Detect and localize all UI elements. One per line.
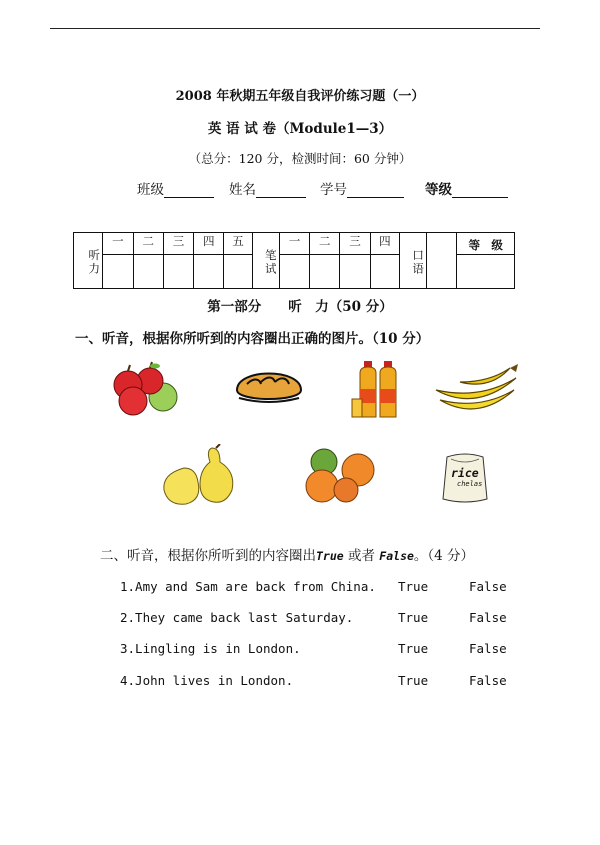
score-cell[interactable] [194, 255, 224, 289]
class-blank[interactable] [164, 183, 214, 198]
pears-picture[interactable] [160, 444, 244, 510]
oranges-picture[interactable] [296, 444, 382, 506]
statement-3: 3.Lingling is in London. [120, 641, 301, 656]
score-cell[interactable] [224, 255, 252, 289]
rice-bag-text: rice [451, 466, 479, 480]
statement-1: 1.Amy and Sam are back from China. [120, 579, 376, 594]
score-cell[interactable] [370, 255, 399, 289]
score-cell[interactable] [133, 255, 163, 289]
written-col-4: 四 [370, 233, 399, 255]
oral-score-cell[interactable] [427, 233, 457, 289]
written-label: 笔试 [252, 233, 279, 289]
true-option-1[interactable]: True [398, 579, 429, 594]
written-col-3: 三 [340, 233, 370, 255]
number-blank[interactable] [347, 183, 404, 198]
q2-prefix: 二、听音，根据你所听到的内容圈出 [100, 548, 316, 564]
listening-col-5: 五 [224, 233, 252, 255]
false-option-3[interactable]: False [469, 641, 507, 656]
false-option-4[interactable]: False [469, 673, 507, 688]
true-option-2[interactable]: True [398, 610, 429, 625]
score-cell[interactable] [103, 255, 133, 289]
grade-blank[interactable] [452, 183, 508, 198]
orange [334, 478, 358, 502]
name-blank[interactable] [256, 183, 306, 198]
banana-stem [510, 364, 518, 372]
listening-label: 听力 [74, 233, 103, 289]
juice-picture[interactable] [348, 353, 406, 421]
part1-title: 第一部分 听 力（50 分） [207, 299, 393, 315]
exam-subtitle: 英 语 试 卷（Module1—3） [207, 121, 393, 137]
name-field [229, 178, 306, 198]
oral-label: 口语 [399, 233, 426, 289]
grade-field [425, 178, 508, 198]
rice-bag-subtext: chelas [457, 480, 483, 488]
rice-picture[interactable] [441, 451, 489, 505]
number-field [320, 178, 404, 198]
juice-box [352, 399, 362, 417]
pear [164, 468, 199, 504]
apple-leaf [150, 364, 160, 369]
pear-stem [216, 444, 220, 448]
score-cell[interactable] [279, 255, 309, 289]
bread-picture[interactable] [231, 360, 307, 408]
red-apple [119, 387, 147, 415]
statement-4: 4.John lives in London. [120, 673, 294, 688]
score-table [73, 232, 515, 289]
q2-true-word: True [316, 549, 344, 563]
false-option-2[interactable]: False [469, 610, 507, 625]
listening-col-2: 二 [133, 233, 163, 255]
pear [200, 448, 233, 502]
orange [306, 470, 338, 502]
q2-false-word: False [379, 549, 414, 563]
question1-instruction: 一、听音，根据你所听到的内容圈出正确的图片。（10 分） [75, 331, 430, 347]
q2-middle: 或者 [348, 548, 375, 564]
grade-label: 等级 [425, 182, 452, 198]
statement-2: 2.They came back last Saturday. [120, 610, 354, 625]
class-label: 班级 [137, 182, 164, 198]
grade-cell[interactable] [457, 255, 515, 289]
exam-title: 2008 年秋期五年级自我评价练习题（一） [175, 89, 425, 104]
banana [460, 368, 510, 384]
grade-header: 等 级 [457, 233, 515, 255]
score-cell[interactable] [340, 255, 370, 289]
class-field [137, 178, 214, 198]
true-option-3[interactable]: True [398, 641, 429, 656]
listening-col-3: 三 [163, 233, 193, 255]
apples-picture[interactable] [106, 357, 184, 419]
q2-suffix: 。（4 分） [413, 548, 475, 564]
listening-col-1: 一 [103, 233, 133, 255]
score-cell[interactable] [310, 255, 340, 289]
false-option-1[interactable]: False [469, 579, 507, 594]
bananas-picture[interactable] [430, 360, 522, 422]
true-option-4[interactable]: True [398, 673, 429, 688]
score-cell[interactable] [163, 255, 193, 289]
top-rule [50, 28, 540, 29]
score-info: （总分：120 分，检测时间：60 分钟） [188, 151, 412, 166]
question2-instruction [100, 544, 474, 564]
written-col-2: 二 [310, 233, 340, 255]
name-label: 姓名 [229, 182, 256, 198]
listening-col-4: 四 [194, 233, 224, 255]
written-col-1: 一 [279, 233, 309, 255]
number-label: 学号 [320, 182, 347, 198]
bottle-label [380, 389, 396, 403]
